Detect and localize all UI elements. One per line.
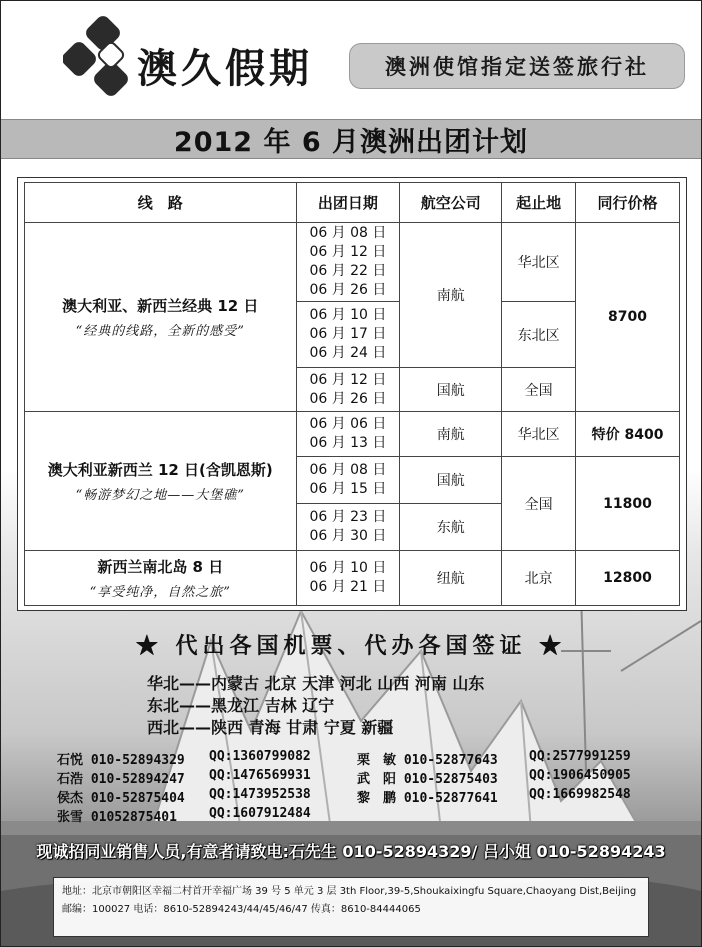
date-cell: [296, 367, 400, 412]
slogan-text: 澳洲使馆指定送签旅行社: [385, 54, 649, 79]
contact-qq: QQ:1607912484: [209, 806, 311, 821]
airline-cell: 国航: [400, 367, 502, 412]
page-title: 2012 年 6 月澳洲出团计划: [173, 126, 529, 158]
price-cell: 12800: [576, 550, 680, 605]
contact-phone: 栗 敏 010-52877643: [357, 753, 498, 768]
route-cell: [25, 223, 297, 412]
table-row: [25, 550, 680, 605]
brand-name: 澳久假期: [137, 46, 313, 92]
tour-table-frame: [17, 177, 687, 611]
tour-date: 06 月 10 日: [309, 559, 387, 576]
contact-row: [57, 787, 697, 806]
contact-row: [57, 806, 697, 825]
price-cell: 11800: [576, 457, 680, 551]
origin-cell: 全国: [502, 367, 576, 412]
origin-cell: 全国: [502, 457, 576, 551]
origin-cell: 东北区: [502, 302, 576, 367]
contacts-list: [57, 749, 697, 825]
tour-date: 06 月 06 日: [309, 416, 387, 433]
tour-date: 06 月 23 日: [309, 509, 387, 526]
route-name: 澳大利亚、新西兰经典 12 日: [62, 297, 259, 316]
table-header-row: [25, 183, 680, 223]
route-cell: [25, 550, 297, 605]
airline-cell: 南航: [400, 223, 502, 368]
footer-info: [53, 877, 649, 937]
region-northwest: 西北——陕西 青海 甘肃 宁夏 新疆: [147, 718, 394, 737]
contact-qq: QQ:1360799082: [209, 749, 311, 764]
date-cell: [296, 223, 400, 302]
tour-date: 06 月 15 日: [309, 481, 387, 498]
date-cell: [296, 457, 400, 504]
table-row: [25, 223, 680, 302]
date-cell: [296, 302, 400, 367]
header-date: 出团日期: [296, 183, 400, 223]
route-tagline: “享受纯净，自然之旅”: [89, 584, 231, 600]
tour-date: 06 月 26 日: [309, 390, 387, 407]
date-cell: [296, 412, 400, 457]
header-origin: 起止地: [502, 183, 576, 223]
contact-qq: QQ:1906450905: [529, 768, 631, 783]
airline-cell: 南航: [400, 412, 502, 457]
route-name: 新西兰南北岛 8 日: [97, 557, 224, 576]
contact-qq: QQ:1476569931: [209, 768, 311, 783]
tour-date: 06 月 12 日: [309, 244, 387, 261]
logo-icon: [63, 15, 141, 107]
contact-phone: 石浩 010-52894247: [57, 772, 185, 787]
header: [1, 1, 701, 119]
airline-cell: 国航: [400, 457, 502, 504]
airline-cell: 东航: [400, 504, 502, 551]
tour-date: 06 月 26 日: [309, 282, 387, 299]
contact-phone: 侯杰 010-52875404: [57, 791, 185, 806]
origin-cell: 华北区: [502, 223, 576, 302]
contact-phone: 张雪 01052875401: [57, 810, 177, 825]
tour-date: 06 月 24 日: [309, 345, 387, 362]
contact-phone: 武 阳 010-52875403: [357, 772, 498, 787]
airline-cell: 纽航: [400, 550, 502, 605]
contact-row: [57, 749, 697, 768]
route-cell: [25, 412, 297, 551]
region-northeast: 东北——黑龙江 吉林 辽宁: [147, 696, 335, 715]
tour-date: 06 月 30 日: [309, 528, 387, 545]
tour-date: 06 月 12 日: [309, 371, 387, 388]
tour-date: 06 月 22 日: [309, 263, 387, 280]
slogan-badge: [349, 43, 685, 89]
origin-cell: 北京: [502, 550, 576, 605]
region-north: 华北——内蒙古 北京 天津 河北 山西 河南 山东: [147, 674, 485, 693]
route-tagline: “畅游梦幻之地——大堡礁”: [75, 488, 245, 504]
services-banner: ★ 代出各国机票、代办各国签证 ★: [135, 633, 567, 659]
contact-qq: QQ:2577991259: [529, 749, 631, 764]
title-band: [1, 119, 701, 159]
contact-qq: QQ:1669982548: [529, 787, 631, 802]
regions-list: [147, 673, 607, 739]
recruit-banner: 现诚招同业销售人员,有意者请致电:石先生 010-52894329/ 吕小姐 010-52894243: [36, 842, 666, 861]
date-cell: [296, 550, 400, 605]
price-cell: 特价 8400: [576, 412, 680, 457]
tour-plan-table: [24, 182, 680, 606]
tour-date: 06 月 21 日: [309, 578, 387, 595]
tour-date: 06 月 17 日: [309, 326, 387, 343]
route-tagline: “经典的线路，全新的感受”: [75, 324, 245, 340]
origin-cell: 华北区: [502, 412, 576, 457]
header-route: 线 路: [25, 183, 297, 223]
contact-qq: QQ:1473952538: [209, 787, 311, 802]
route-name: 澳大利亚新西兰 12 日(含凯恩斯): [47, 461, 273, 480]
header-airline: 航空公司: [400, 183, 502, 223]
tour-date: 06 月 10 日: [309, 307, 387, 324]
footer-contact: 邮编：100027 电话：8610-52894243/44/45/46/47 传真：8610-84444065: [62, 904, 421, 915]
table-row: [25, 412, 680, 457]
footer-address: 地址：北京市朝阳区幸福二村首开幸福广场 39 号 5 单元 3 层 3th Floor,39-5,Shoukaixingfu Square,Chaoyang Dist,Beijing: [62, 886, 637, 897]
tour-date: 06 月 08 日: [309, 225, 387, 242]
tour-date: 06 月 13 日: [309, 435, 387, 452]
tour-date: 06 月 08 日: [309, 462, 387, 479]
contact-phone: 石悦 010-52894329: [57, 753, 185, 768]
contact-row: [57, 768, 697, 787]
price-cell: 8700: [576, 223, 680, 412]
contact-phone: 黎 鹏 010-52877641: [357, 791, 498, 806]
date-cell: [296, 504, 400, 551]
header-price: 同行价格: [576, 183, 680, 223]
